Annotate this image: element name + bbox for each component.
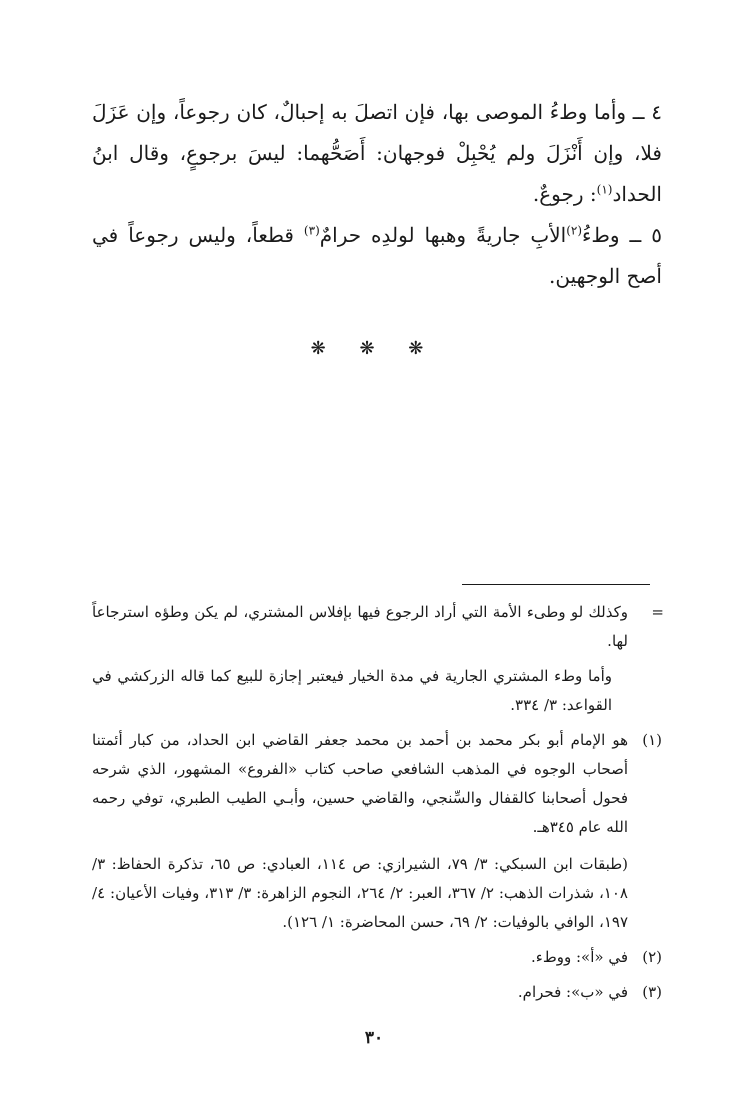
footnote-3-number: (٣) <box>642 983 662 1001</box>
paragraph-5-middle: الأبِ جاريةً وهبها لولدِه حرامٌ <box>319 223 567 247</box>
footnote-2-number: (٢) <box>642 948 662 966</box>
paragraph-4-end: : رجوعٌ. <box>532 182 597 206</box>
footnote-1 <box>92 726 662 842</box>
paragraph-5-start: ٥ ــ وطءُ <box>582 223 662 247</box>
paragraph-4 <box>92 92 662 215</box>
footnote-1-references-text: (طبقات ابن السبكي: ٣/ ٧٩، الشيرازي: ص ١١٤، العبادي: ص ٦٥، تذكرة الحفاظ: ٣/ ١٠٨، شذرات الذهب: ٢/ ٣٦٧، العبر: ٢/ ٢٦٤، النجوم الزاهرة: ٣/ ٣١٣، وفيات الأعيان: ٤/ ١٩٧، الوافي بالوفيات: ٢/ ٦٩، حسن المحاضرة: ١/ ١٢٦). <box>92 855 628 931</box>
footnote-continued-text-1: وكذلك لو وطىء الأمة التي أراد الرجوع فيها بإفلاس المشتري، لم يكن وطؤه استرجاعاً لها. <box>92 603 628 650</box>
footnote-continued-text-2: وأما وطء المشتري الجارية في مدة الخيار فيعتبر إجازة للبيع كما قاله الزركشي في القواعد: ٣/ ٣٣٤. <box>92 667 612 714</box>
footnote-ref-1: (١) <box>596 182 613 197</box>
main-text <box>92 92 662 297</box>
paragraph-5 <box>92 215 662 297</box>
footnote-divider <box>462 584 650 585</box>
footnote-continued-paragraph <box>92 662 662 720</box>
footnote-continued <box>92 598 662 656</box>
footnote-3-text: في «ب»: فحرام. <box>517 983 628 1001</box>
footnote-1-text: هو الإمام أبو بكر محمد بن أحمد بن محمد جعفر القاضي ابن الحداد، من كبار أئمتنا أصحاب الوجوه في المذهب الشافعي صاحب كتاب «الفروع» المشهور، الذي شرحه فحول أصحابنا كالقفال والسِّنجي، والقاضي حسين، وأبـي الطيب الطبري، توفي رحمه الله عام ٣٤٥هـ. <box>92 731 628 836</box>
footnote-2-text: في «أ»: ووطء. <box>531 948 628 966</box>
paragraph-4-text: ٤ ــ وأما وطءُ الموصى بها، فإن اتصلَ به إحبالٌ، كان رجوعاً، وإن عَزَلَ فلا، وإن أَنْزَلَ ولم يُحْبِلْ فوجهان: أَصَحُّهما: ليسَ برجوعٍ، وقال ابنُ الحداد <box>92 100 662 206</box>
section-separator: ❋ ❋ ❋ <box>310 338 438 359</box>
footnote-1-number: (١) <box>642 731 662 749</box>
continuation-marker: = <box>651 603 664 621</box>
footnotes <box>92 598 662 1007</box>
footnote-3 <box>92 978 662 1007</box>
paragraph-5-end: قطعاً، وليس رجوعاً في أصح الوجهين. <box>92 223 662 288</box>
footnote-ref-3: (٣) <box>303 223 320 238</box>
footnote-ref-2: (٢) <box>566 223 583 238</box>
footnote-2 <box>92 943 662 972</box>
page-number: ٣٠ <box>364 1028 384 1048</box>
footnote-1-references <box>92 850 662 937</box>
